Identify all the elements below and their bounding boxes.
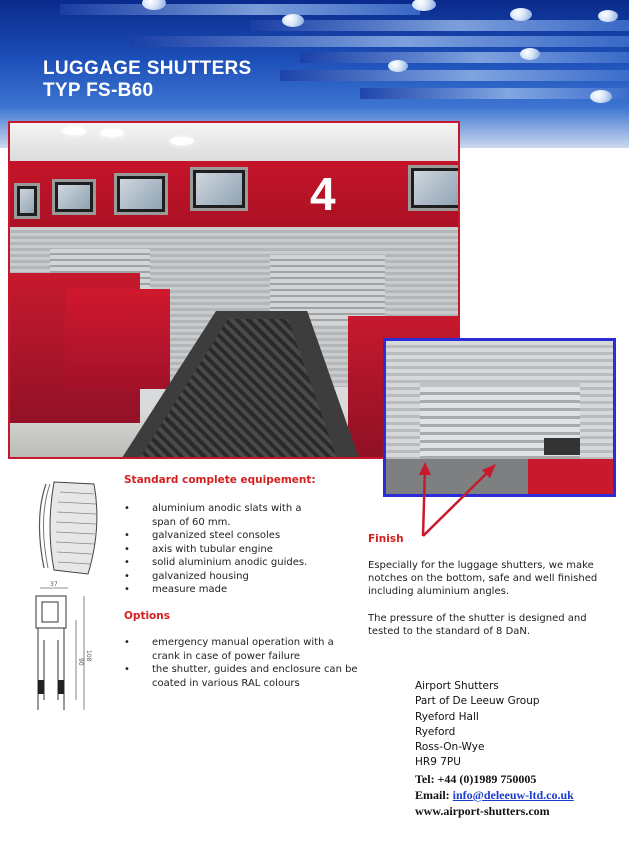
title-line-1: LUGGAGE SHUTTERS [43,58,252,79]
email-link[interactable]: info@deleeuw-ltd.co.uk [452,787,574,802]
list-item: • axis with tubular engine [122,543,307,557]
text-line: Especially for the luggage shutters, we make [368,560,594,571]
dim-inner-label: 90 [77,658,84,666]
dim-top-label: 37 [50,581,58,588]
email-label: Email: [415,787,453,802]
list-item: • measure made [122,583,307,597]
list-item-cont: coated in various RAL colours [152,677,300,689]
email-row [415,787,574,803]
address-postcode: HR9 7PU [415,756,461,769]
list-item: • solid aluminium anodic guides. [122,556,307,570]
list-item-text: aluminium anodic slats with a [152,503,302,514]
telephone: Tel: +44 (0)1989 750005 [415,771,537,786]
standard-heading: Standard complete equipement: [124,474,316,486]
list-item-cont: crank in case of power failure [152,650,300,662]
list-item-text: the shutter, guides and enclosure can be [152,664,358,675]
text-line: tested to the standard of 8 DaN. [368,626,531,637]
finish-paragraph-1 [368,559,608,598]
guide-profile-drawing [24,580,104,730]
address-line-1: Ryeford Hall [415,710,479,723]
text-line: notches on the bottom, safe and well finished [368,573,598,584]
title-line-2: TYP FS-B60 [43,80,154,101]
list-item-text: emergency manual operation with a [152,637,334,648]
website: www.airport-shutters.com [415,803,550,818]
arrow-head [419,462,431,475]
dim-side-label: 108 [85,650,92,662]
options-list [122,636,358,690]
slat-profile-drawing [24,478,114,578]
list-item: • galvanized housing [122,570,307,584]
finish-heading: Finish [368,533,404,545]
company-group: Part of De Leeuw Group [415,695,540,708]
address-line-2: Ryeford [415,725,456,738]
list-item-cont: span of 60 mm. [152,516,231,528]
company-name: Airport Shutters [415,680,499,692]
counter-number: 4 [310,168,336,220]
text-line: The pressure of the shutter is designed and [368,613,587,624]
finish-paragraph-2 [368,612,608,638]
list-item [122,663,358,690]
options-heading: Options [124,610,170,622]
standard-list [122,502,307,597]
list-item [122,636,358,663]
arrow-line [423,470,490,536]
arrow-line [423,468,425,536]
address-town: Ross-On-Wye [415,741,485,754]
contact-block [415,679,574,819]
list-item [122,502,307,529]
list-item: • galvanized steel consoles [122,529,307,543]
text-line: including aluminium angles. [368,586,509,597]
